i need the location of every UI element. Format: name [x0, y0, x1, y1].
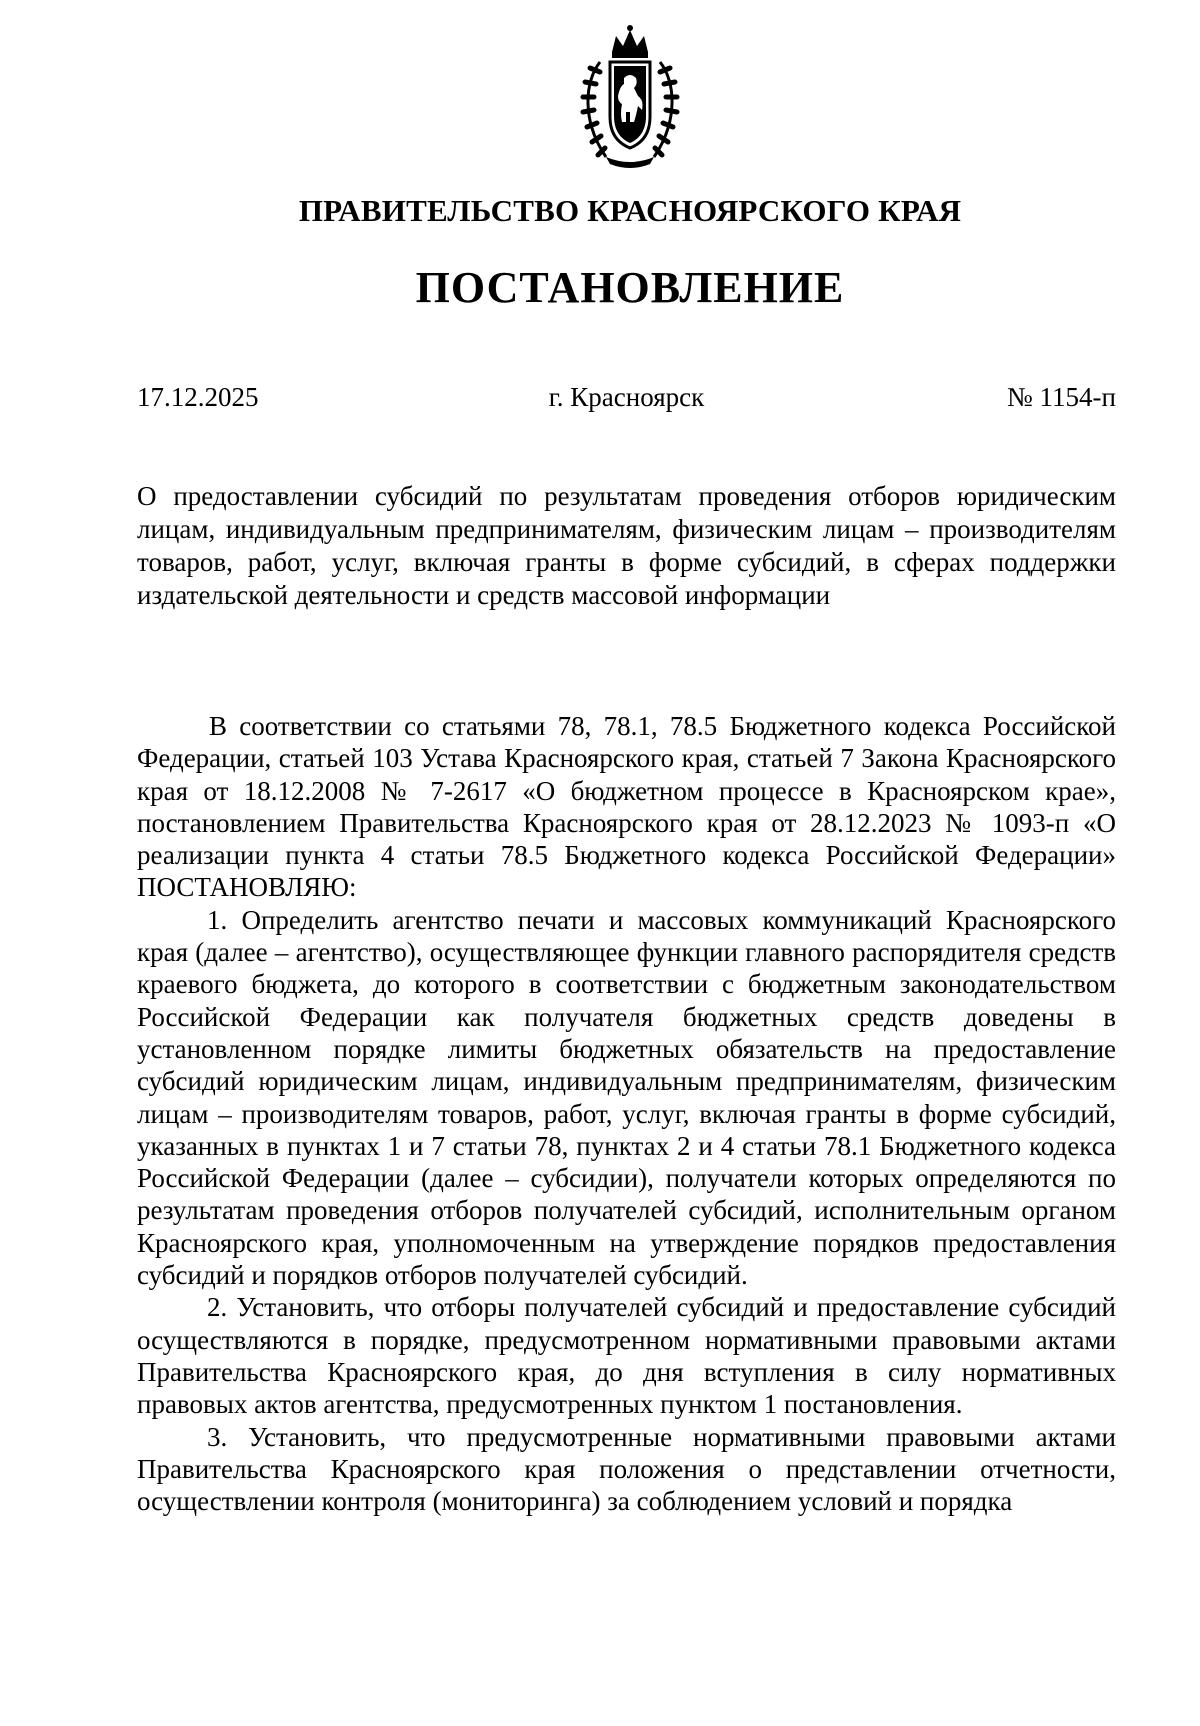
document-city: г. Красноярск	[548, 382, 705, 412]
document-meta	[137, 382, 1116, 418]
document-subject: О предоставлении субсидий по результатам проведения отборов юридическим лицам, индивидуальным предпринимателям, физическим лицам – производителям товаров, работ, услуг, включая гранты в форме субсидий, в сферах поддержки издательской деятельности и средств массовой информации	[137, 481, 1116, 610]
point-paragraph: 1. Определить агентство печати и массовых коммуникаций Красноярского края (далее – агентство), осуществляющее функции главного распорядителя средств краевого бюджета, до которого в соответствии с бюджетным законодательством Российской Федерации как получателя бюджетных средств доведены в установленном порядке лимиты бюджетных обязательств на предоставление субсидий юридическим лицам, индивидуальным предпринимателям, физическим лицам – производителям товаров, работ, услуг, включая гранты в форме субсидий, указанных в пунктах 1 и 7 статьи 78, пунктах 2 и 4 статьи 78.1 Бюджетного кодекса Российской Федерации (далее – субсидии), получатели которых определяются по результатам проведения отборов получателей субсидий, исполнительным органом Красноярского края, уполномоченным на утверждение порядков предоставления субсидий и порядков отборов получателей субсидий.	[137, 904, 1116, 1291]
point-paragraph: 3. Установить, что предусмотренные нормативными правовыми актами Правительства Красноярского края положения о представлении отчетности, осуществлении контроля (мониторинга) за соблюдением условий и порядка	[137, 1421, 1116, 1517]
point-paragraph: 2. Установить, что отборы получателей субсидий и предоставление субсидий осуществляются в порядке, предусмотренном нормативными правовыми актами Правительства Красноярского края, до дня вступления в силу нормативных правовых актов агентства, предусмотренных пунктом 1 постановления.	[137, 1292, 1116, 1420]
document-date: 17.12.2025	[137, 382, 259, 412]
document-type-title: ПОСТАНОВЛЕНИЕ	[415, 263, 845, 312]
government-title: ПРАВИТЕЛЬСТВО КРАСНОЯРСКОГО КРАЯ	[298, 193, 962, 228]
preamble-paragraph: В соответствии со статьями 78, 78.1, 78.5 Бюджетного кодекса Российской Федерации, статьей 103 Устава Красноярского края, статьей 7 Закона Красноярского края от 18.12.2008 № 7-2617 «О бюджетном процессе в Красноярском крае», постановлением Правительства Красноярского края от 28.12.2023 № 1093-п «О реализации пункта 4 статьи 78.5 Бюджетного кодекса Российской Федерации» ПОСТАНОВЛЯЮ:	[137, 711, 1116, 903]
document-number: № 1154-п	[1007, 382, 1116, 412]
document-body	[137, 710, 1116, 1517]
coat-of-arms-icon	[570, 22, 690, 172]
